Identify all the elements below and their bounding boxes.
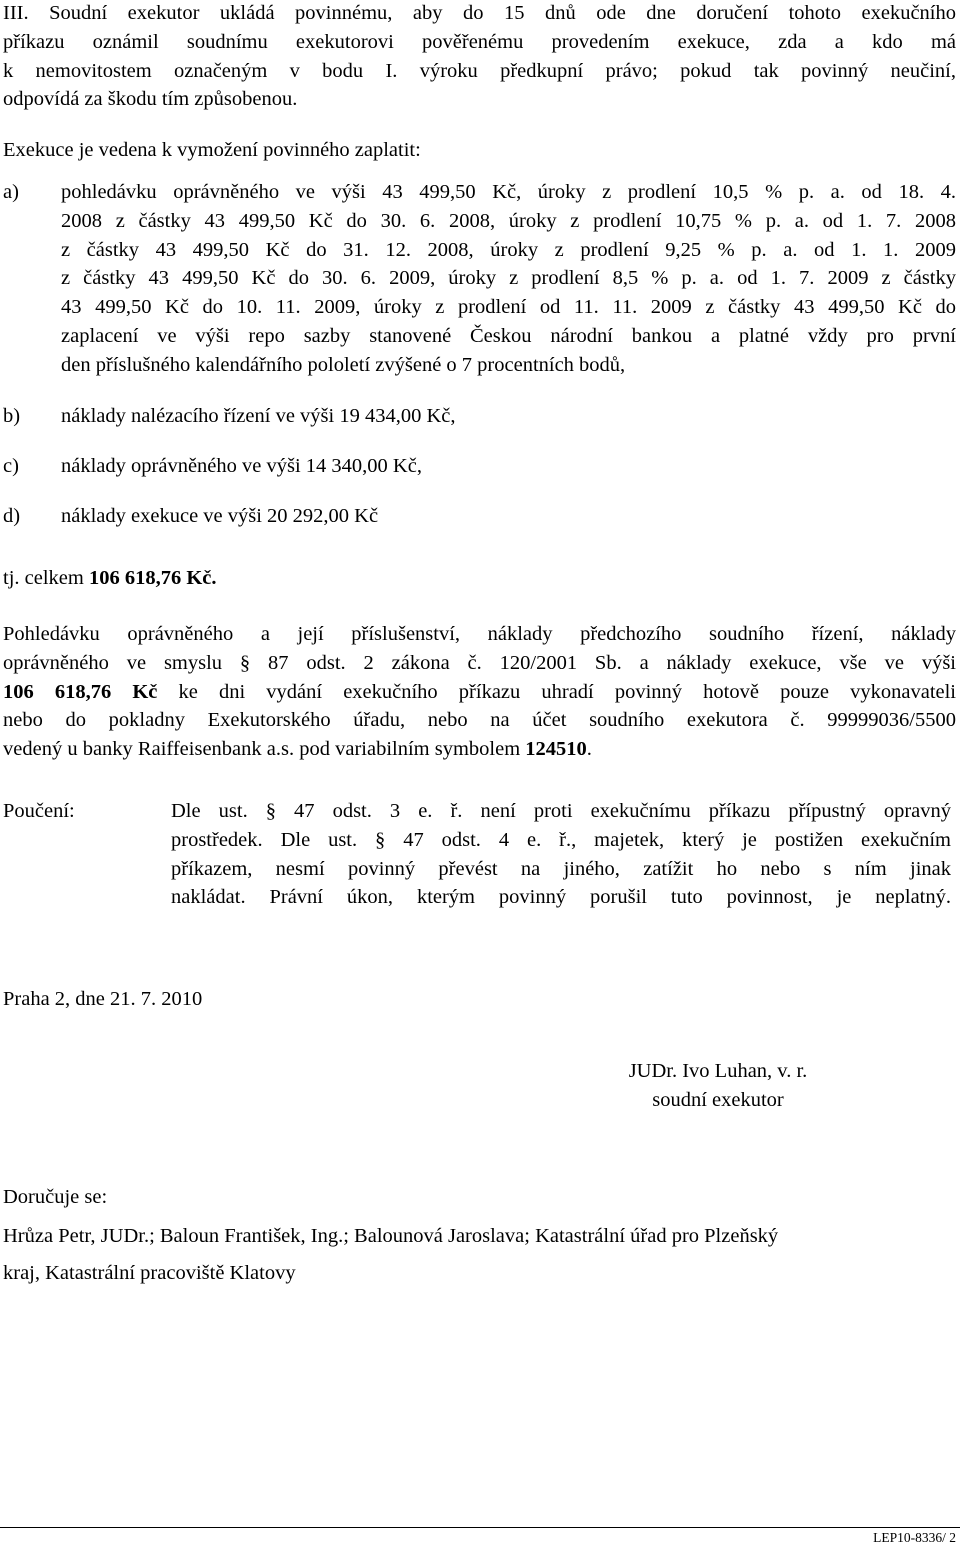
list-label: c) xyxy=(3,455,19,477)
payment-amount: 106 618,76 Kč xyxy=(3,680,158,703)
variable-symbol: 124510 xyxy=(525,738,587,761)
total-amount: 106 618,76 Kč. xyxy=(88,567,217,589)
intro-text: Exekuce je vedena k vymožení povinného zaplatit: xyxy=(3,139,421,161)
section-iii-line: příkazu oznámil soudnímu exekutorovi pověřenému provedením exekuce, zda a kdo má xyxy=(3,30,956,53)
signature-role: soudní exekutor xyxy=(652,1088,784,1111)
footer-reference: LEP10-8336/ 2 xyxy=(873,1530,956,1545)
instruction-line: nakládat. Právní úkon, kterým povinný porušil tuto povinnost, je neplatný. xyxy=(171,886,951,909)
delivery-list xyxy=(3,1218,956,1292)
list-item-line: z částky 43 499,50 Kč do 31. 12. 2008, úroky z prodlení 9,25 % p. a. od 1. 1. 2009 xyxy=(61,238,956,261)
delivery-line: Hrůza Petr, JUDr.; Baloun František, Ing.; Balounová Jaroslava; Katastrální úřad pro Plzeňský xyxy=(3,1225,779,1247)
delivery-heading: Doručuje se: xyxy=(3,1186,108,1208)
section-iii-line: k nemovitostem označeným v bodu I. výroku předkupní právo; pokud tak povinný neučiní, xyxy=(3,59,956,82)
instruction-line: prostředek. Dle ust. § 47 odst. 4 e. ř., majetek, který je postižen exekučním xyxy=(171,828,951,851)
payment-text: . xyxy=(586,738,592,761)
section-iii-line: III. Soudní exekutor ukládá povinnému, aby do 15 dnů ode dne doručení tohoto exekučního xyxy=(3,2,956,24)
list-item-text: náklady exekuce ve výši 20 292,00 Kč xyxy=(61,505,379,527)
delivery-line: kraj, Katastrální pracoviště Klatovy xyxy=(3,1262,296,1284)
list-item-line: pohledávku oprávněného ve výši 43 499,50 Kč, úroky z prodlení 10,5 % p. a. od 18. 4. xyxy=(61,181,956,203)
instruction-label: Poučení: xyxy=(3,800,75,822)
list-item-text: náklady nalézacího řízení ve výši 19 434,00 Kč, xyxy=(61,405,456,427)
payment-text: ke dni vydání exekučního příkazu uhradí povinný hotově pouze vykonavateli xyxy=(157,680,957,703)
payment-paragraph xyxy=(3,620,956,764)
list-item-line: den příslušného kalendářního pololetí zvýšené o 7 procentních bodů, xyxy=(61,353,626,376)
instruction-body xyxy=(171,797,951,912)
list-label: a) xyxy=(3,181,19,203)
instruction-line: Dle ust. § 47 odst. 3 e. ř. není proti exekučnímu příkazu přípustný opravný xyxy=(171,800,951,822)
footer-divider xyxy=(0,1527,960,1528)
place-date: Praha 2, dne 21. 7. 2010 xyxy=(3,988,203,1010)
list-item-line: 43 499,50 Kč do 10. 11. 2009, úroky z prodlení od 11. 11. 2009 z částky 43 499,50 Kč do xyxy=(61,296,956,319)
list-item-body xyxy=(61,178,956,380)
list-label: d) xyxy=(3,505,21,527)
list-item-text: náklady oprávněného ve výši 14 340,00 Kč, xyxy=(61,455,422,477)
section-iii xyxy=(3,0,956,114)
list-label: b) xyxy=(3,405,21,427)
payment-line: Pohledávku oprávněného a její příslušenství, náklady předchozího soudního řízení, náklady xyxy=(3,623,956,645)
total-prefix: tj. celkem xyxy=(3,567,89,589)
instruction-line: příkazem, nesmí povinný převést na jiného, zatížit ho nebo s ním jinak xyxy=(171,857,951,880)
section-iii-line: odpovídá za škodu tím způsobenou. xyxy=(3,88,298,111)
payment-line xyxy=(3,735,956,764)
payment-line: oprávněného ve smyslu § 87 odst. 2 zákona č. 120/2001 Sb. a náklady exekuce, vše ve výši xyxy=(3,651,956,674)
payment-line: nebo do pokladny Exekutorského úřadu, nebo na účet soudního exekutora č. 99999036/5500 xyxy=(3,709,956,732)
payment-text: vedený u banky Raiffeisenbank a.s. pod variabilním symbolem xyxy=(3,738,526,761)
list-item-line: 2008 z částky 43 499,50 Kč do 30. 6. 2008, úroky z prodlení 10,75 % p. a. od 1. 7. 2008 xyxy=(61,209,956,232)
list-item-line: zaplacení ve výši repo sazby stanovené Českou národní bankou a platné vždy pro první xyxy=(61,324,956,347)
payment-line xyxy=(3,678,956,707)
list-item-line: z částky 43 499,50 Kč do 30. 6. 2009, úroky z prodlení 8,5 % p. a. od 1. 7. 2009 z částky xyxy=(61,267,956,290)
signature-block xyxy=(603,1057,833,1115)
total-line xyxy=(3,564,217,593)
signature-name: JUDr. Ivo Luhan, v. r. xyxy=(628,1060,808,1082)
